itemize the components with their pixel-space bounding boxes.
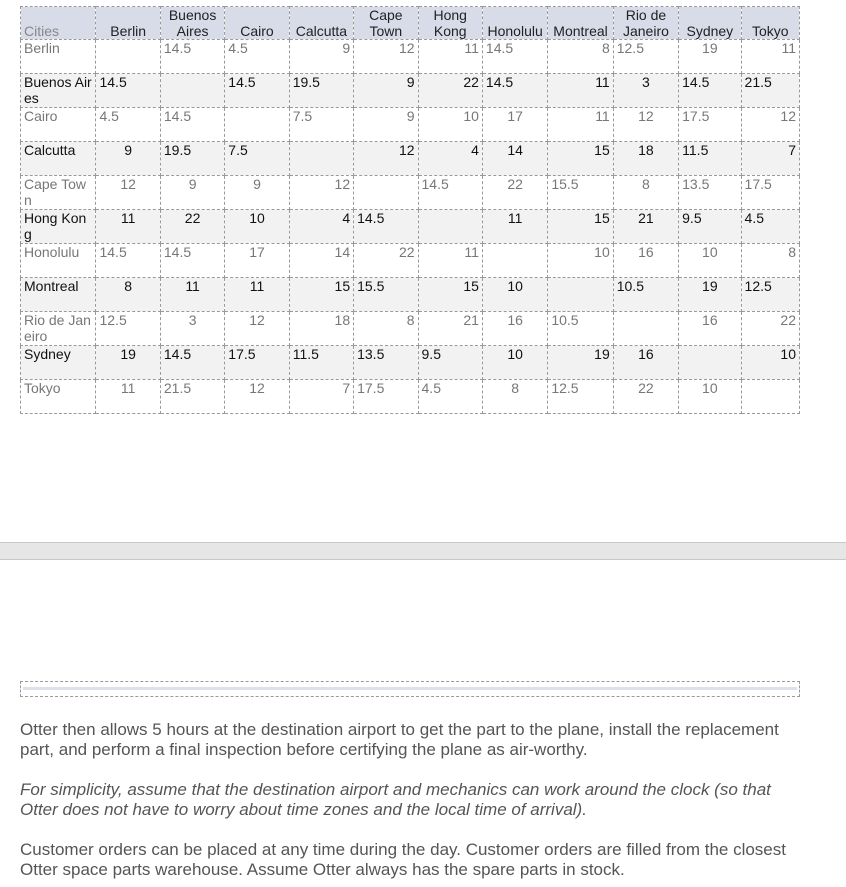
table-cell <box>482 244 547 278</box>
column-header: Rio de Janeiro <box>613 7 678 40</box>
table-cell: 3 <box>160 312 224 346</box>
column-header: Berlin <box>96 7 160 40</box>
table-cell: 12 <box>613 108 678 142</box>
table-cell: 14.5 <box>482 40 547 74</box>
table-cell: 12 <box>225 312 289 346</box>
table-cell: 12.5 <box>548 380 613 414</box>
table-cell <box>96 40 160 74</box>
paragraph-inspection-time: Otter then allows 5 hours at the destination airport to get the part to the plane, install the replacement part, and perform a final inspection before certifying the plane as air-worthy. <box>20 720 779 759</box>
table-cell: 19 <box>548 346 613 380</box>
table-cell: 17 <box>482 108 547 142</box>
column-header: Honolulu <box>482 7 547 40</box>
table-cell: 11.5 <box>289 346 353 380</box>
table-cell: 14.5 <box>160 40 224 74</box>
table-cell: 15 <box>289 278 353 312</box>
paragraph-simplicity-note: For simplicity, assume that the destination airport and mechanics can work around the clock (so that Otter does not have to worry about time zones and the local time of arrival). <box>20 780 771 819</box>
row-header-city: Montreal <box>21 278 96 312</box>
table-cell: 8 <box>482 380 547 414</box>
table-cell: 10 <box>418 108 482 142</box>
row-header-city: Sydney <box>21 346 96 380</box>
table-cell: 14.5 <box>482 74 547 108</box>
column-header: Calcutta <box>289 7 353 40</box>
table-cell: 12.5 <box>96 312 160 346</box>
table-cell: 21.5 <box>741 74 799 108</box>
table-cell: 22 <box>613 380 678 414</box>
table-cell: 11 <box>418 40 482 74</box>
table-cell: 11 <box>741 40 799 74</box>
table-cell: 14.5 <box>160 346 224 380</box>
table-cell <box>354 176 418 210</box>
table-cell: 9 <box>354 74 418 108</box>
table-row <box>21 346 800 380</box>
table-cell: 15.5 <box>548 176 613 210</box>
table-cell: 11 <box>482 210 547 244</box>
table-cell: 8 <box>613 176 678 210</box>
table-cell: 18 <box>613 142 678 176</box>
table-cell: 8 <box>96 278 160 312</box>
row-header-city: Hong Kong <box>21 210 96 244</box>
table-cell: 16 <box>613 244 678 278</box>
column-header: Hong Kong <box>418 7 482 40</box>
table-cell: 11 <box>418 244 482 278</box>
table-cell: 4 <box>418 142 482 176</box>
table-cell: 16 <box>613 346 678 380</box>
header-corner-cities: Cities <box>21 7 96 40</box>
page-break <box>0 542 846 560</box>
table-cell: 12 <box>354 40 418 74</box>
empty-table-placeholder <box>20 681 800 697</box>
table-cell: 7 <box>289 380 353 414</box>
table-row <box>21 142 800 176</box>
table-row <box>21 74 800 108</box>
table-cell: 22 <box>418 74 482 108</box>
table-cell: 19.5 <box>160 142 224 176</box>
column-header: Sydney <box>679 7 741 40</box>
table-cell: 4.5 <box>418 380 482 414</box>
table-cell: 10.5 <box>548 312 613 346</box>
table-cell: 9 <box>289 40 353 74</box>
table-cell: 10 <box>679 244 741 278</box>
table-cell: 9.5 <box>418 346 482 380</box>
table-header-row <box>21 7 800 40</box>
table-row <box>21 278 800 312</box>
table-cell: 3 <box>613 74 678 108</box>
table-cell: 10.5 <box>613 278 678 312</box>
table-cell: 22 <box>354 244 418 278</box>
row-header-city: Calcutta <box>21 142 96 176</box>
table-cell: 14.5 <box>225 74 289 108</box>
table-cell: 11 <box>96 380 160 414</box>
table-row <box>21 380 800 414</box>
row-header-city: Buenos Aires <box>21 74 96 108</box>
table-cell: 10 <box>482 278 547 312</box>
table-cell: 7 <box>741 142 799 176</box>
table-cell: 10 <box>225 210 289 244</box>
table-cell: 19.5 <box>289 74 353 108</box>
table-cell: 22 <box>482 176 547 210</box>
table-cell: 22 <box>160 210 224 244</box>
row-header-city: Berlin <box>21 40 96 74</box>
table-cell: 17 <box>225 244 289 278</box>
table-cell: 14.5 <box>418 176 482 210</box>
table-cell: 21 <box>613 210 678 244</box>
table-cell <box>679 346 741 380</box>
table-cell: 12 <box>354 142 418 176</box>
table-cell: 17.5 <box>225 346 289 380</box>
table-cell: 10 <box>741 346 799 380</box>
table-cell: 14.5 <box>96 244 160 278</box>
column-header: Cape Town <box>354 7 418 40</box>
table-cell: 11 <box>548 74 613 108</box>
row-header-city: Cape Town <box>21 176 96 210</box>
table-row <box>21 244 800 278</box>
table-cell: 11 <box>160 278 224 312</box>
table-cell: 11 <box>96 210 160 244</box>
table-row <box>21 40 800 74</box>
table-cell: 15 <box>548 142 613 176</box>
row-header-city: Tokyo <box>21 380 96 414</box>
table-cell: 21.5 <box>160 380 224 414</box>
table-cell <box>418 210 482 244</box>
table-cell: 4.5 <box>741 210 799 244</box>
table-cell: 19 <box>679 278 741 312</box>
table-cell: 12.5 <box>613 40 678 74</box>
table-cell: 15 <box>548 210 613 244</box>
table-cell: 19 <box>96 346 160 380</box>
table-row <box>21 210 800 244</box>
table-cell: 9 <box>225 176 289 210</box>
table-cell: 9 <box>160 176 224 210</box>
table-cell: 9 <box>354 108 418 142</box>
table-cell: 8 <box>354 312 418 346</box>
table-cell: 14.5 <box>160 244 224 278</box>
table-cell: 14.5 <box>160 108 224 142</box>
table-cell: 9.5 <box>679 210 741 244</box>
table-cell: 12.5 <box>741 278 799 312</box>
table-cell: 14.5 <box>96 74 160 108</box>
table-cell <box>613 312 678 346</box>
table-cell: 11 <box>225 278 289 312</box>
table-row <box>21 108 800 142</box>
table-cell: 13.5 <box>679 176 741 210</box>
document-page-2 <box>0 560 846 887</box>
table-cell <box>289 142 353 176</box>
table-cell: 14 <box>482 142 547 176</box>
table-cell: 14 <box>289 244 353 278</box>
table-cell: 13.5 <box>354 346 418 380</box>
row-header-city: Cairo <box>21 108 96 142</box>
table-cell: 17.5 <box>741 176 799 210</box>
table-cell: 12 <box>289 176 353 210</box>
table-cell: 14.5 <box>679 74 741 108</box>
table-cell: 7.5 <box>225 142 289 176</box>
table-cell: 18 <box>289 312 353 346</box>
table-row <box>21 176 800 210</box>
table-cell: 16 <box>482 312 547 346</box>
table-cell: 11 <box>548 108 613 142</box>
table-cell: 4.5 <box>225 40 289 74</box>
table-cell: 19 <box>679 40 741 74</box>
table-cell: 22 <box>741 312 799 346</box>
table-cell: 15 <box>418 278 482 312</box>
paragraph-customer-orders: Customer orders can be placed at any time during the day. Customer orders are filled from the closest Otter space parts warehouse. Assume Otter always has the spare parts in stock. <box>20 840 786 879</box>
table-cell: 16 <box>679 312 741 346</box>
row-header-city: Rio de Janeiro <box>21 312 96 346</box>
table-cell: 12 <box>225 380 289 414</box>
table-cell: 8 <box>741 244 799 278</box>
table-cell <box>741 380 799 414</box>
table-cell: 10 <box>548 244 613 278</box>
table-row <box>21 312 800 346</box>
table-cell: 12 <box>741 108 799 142</box>
table-cell: 4.5 <box>96 108 160 142</box>
row-header-city: Honolulu <box>21 244 96 278</box>
table-cell: 9 <box>96 142 160 176</box>
table-cell: 8 <box>548 40 613 74</box>
table-cell <box>548 278 613 312</box>
table-cell: 4 <box>289 210 353 244</box>
flight-hours-table <box>20 6 800 414</box>
table-cell: 12 <box>96 176 160 210</box>
column-header: Tokyo <box>741 7 799 40</box>
column-header: Montreal <box>548 7 613 40</box>
table-cell: 15.5 <box>354 278 418 312</box>
table-cell <box>160 74 224 108</box>
table-cell: 17.5 <box>354 380 418 414</box>
table-cell <box>225 108 289 142</box>
table-cell: 14.5 <box>354 210 418 244</box>
column-header: Buenos Aires <box>160 7 224 40</box>
column-header: Cairo <box>225 7 289 40</box>
table-cell: 10 <box>482 346 547 380</box>
table-cell: 10 <box>679 380 741 414</box>
table-cell: 11.5 <box>679 142 741 176</box>
table-cell: 21 <box>418 312 482 346</box>
table-cell: 7.5 <box>289 108 353 142</box>
table-cell: 17.5 <box>679 108 741 142</box>
